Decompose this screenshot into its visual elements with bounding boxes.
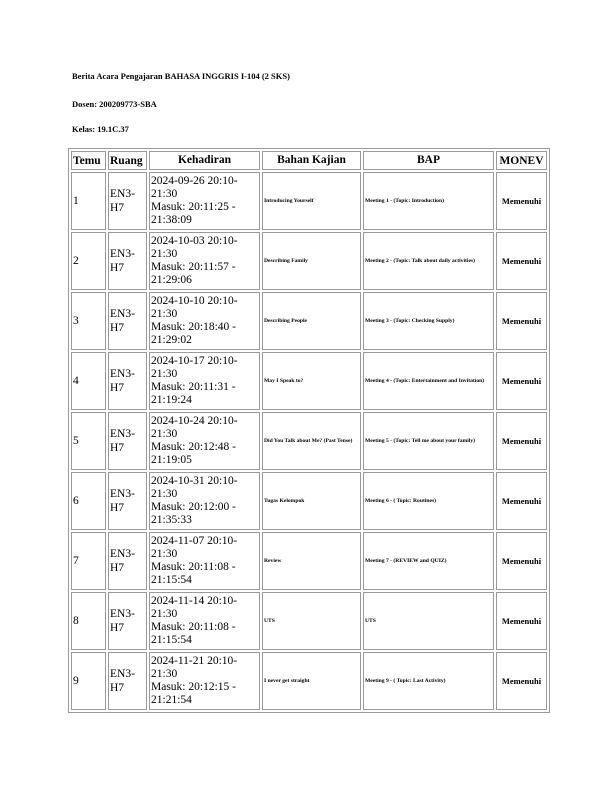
- table-row: [71, 412, 547, 470]
- cell-temu: 3: [71, 292, 106, 350]
- cell-kehadiran: [149, 592, 260, 650]
- cell-monev: Memenuhi: [496, 352, 547, 410]
- schedule-time: 2024-10-17 20:10-21:30: [151, 355, 238, 380]
- table-row: [71, 232, 547, 290]
- cell-ruang: EN3-H7: [108, 292, 147, 350]
- table-row: [71, 592, 547, 650]
- cell-kehadiran: [149, 652, 260, 710]
- schedule-time: 2024-11-07 20:10-21:30: [151, 535, 238, 560]
- check-in-time: Masuk: 20:11:08 - 21:15:54: [151, 561, 236, 586]
- cell-temu: 1: [71, 172, 106, 230]
- cell-kehadiran: [149, 412, 260, 470]
- schedule-time: 2024-11-21 20:10-21:30: [151, 655, 238, 680]
- cell-ruang: EN3-H7: [108, 472, 147, 530]
- class-id: Kelas: 19.1C.37: [72, 124, 129, 134]
- table-row: [71, 472, 547, 530]
- cell-monev: Memenuhi: [496, 292, 547, 350]
- cell-kehadiran: [149, 472, 260, 530]
- cell-bahan-kajian: Tugas Kelompok: [262, 472, 361, 530]
- cell-bahan-kajian: UTS: [262, 592, 361, 650]
- cell-ruang: EN3-H7: [108, 532, 147, 590]
- column-header-bahan-kajian: Bahan Kajian: [262, 151, 361, 170]
- cell-monev: Memenuhi: [496, 472, 547, 530]
- cell-bap: Meeting 7 - (REVIEW and QUIZ): [363, 532, 494, 590]
- cell-kehadiran: [149, 292, 260, 350]
- cell-bap: Meeting 6 - ( Topic: Routines): [363, 472, 494, 530]
- column-header-ruang: Ruang: [108, 151, 147, 170]
- cell-monev: Memenuhi: [496, 232, 547, 290]
- check-in-time: Masuk: 20:12:48 - 21:19:05: [151, 441, 236, 466]
- cell-ruang: EN3-H7: [108, 592, 147, 650]
- check-in-time: Masuk: 20:11:08 - 21:15:54: [151, 621, 236, 646]
- cell-ruang: EN3-H7: [108, 172, 147, 230]
- check-in-time: Masuk: 20:18:40 - 21:29:02: [151, 321, 236, 346]
- cell-bahan-kajian: Describing Family: [262, 232, 361, 290]
- cell-temu: 4: [71, 352, 106, 410]
- schedule-time: 2024-10-03 20:10-21:30: [151, 235, 238, 260]
- cell-bahan-kajian: May I Speak to?: [262, 352, 361, 410]
- cell-bap: Meeting 9 - ( Topic: Last Activity): [363, 652, 494, 710]
- cell-temu: 5: [71, 412, 106, 470]
- cell-temu: 2: [71, 232, 106, 290]
- check-in-time: Masuk: 20:11:57 - 21:29:06: [151, 261, 236, 286]
- table-row: [71, 532, 547, 590]
- table-body: [71, 172, 547, 710]
- cell-monev: Memenuhi: [496, 172, 547, 230]
- cell-kehadiran: [149, 232, 260, 290]
- check-in-time: Masuk: 20:11:31 - 21:19:24: [151, 381, 236, 406]
- column-header-monev: MONEV: [496, 151, 547, 170]
- column-header-kehadiran: Kehadiran: [149, 151, 260, 170]
- schedule-time: 2024-09-26 20:10-21:30: [151, 175, 238, 200]
- table-row: [71, 352, 547, 410]
- cell-bap: Meeting 4 - (Topic: Entertainment and Invitation): [363, 352, 494, 410]
- schedule-time: 2024-11-14 20:10-21:30: [151, 595, 238, 620]
- table-row: [71, 172, 547, 230]
- cell-monev: Memenuhi: [496, 652, 547, 710]
- cell-ruang: EN3-H7: [108, 352, 147, 410]
- cell-bahan-kajian: Describing People: [262, 292, 361, 350]
- table-row: [71, 652, 547, 710]
- attendance-table: [68, 148, 550, 713]
- check-in-time: Masuk: 20:11:25 - 21:38:09: [151, 201, 236, 226]
- cell-ruang: EN3-H7: [108, 232, 147, 290]
- cell-bahan-kajian: Introducing Yourself: [262, 172, 361, 230]
- cell-temu: 7: [71, 532, 106, 590]
- cell-monev: Memenuhi: [496, 592, 547, 650]
- cell-bahan-kajian: Did You Talk about Me? (Past Tense): [262, 412, 361, 470]
- table-header-row: [71, 151, 547, 170]
- check-in-time: Masuk: 20:12:15 - 21:21:54: [151, 681, 236, 706]
- cell-bap: Meeting 1 - (Topic: Introduction): [363, 172, 494, 230]
- column-header-temu: Temu: [71, 151, 106, 170]
- document-title: Berita Acara Pengajaran BAHASA INGGRIS I-104 (2 SKS): [72, 71, 290, 81]
- cell-bap: UTS: [363, 592, 494, 650]
- cell-bap: Meeting 5 - (Topic: Tell me about your family): [363, 412, 494, 470]
- schedule-time: 2024-10-31 20:10-21:30: [151, 475, 238, 500]
- cell-bahan-kajian: I never get straight: [262, 652, 361, 710]
- cell-temu: 9: [71, 652, 106, 710]
- cell-bap: Meeting 3 - (Topic: Checking Supply): [363, 292, 494, 350]
- cell-monev: Memenuhi: [496, 412, 547, 470]
- cell-kehadiran: [149, 352, 260, 410]
- cell-kehadiran: [149, 172, 260, 230]
- cell-kehadiran: [149, 532, 260, 590]
- schedule-time: 2024-10-24 20:10-21:30: [151, 415, 238, 440]
- cell-ruang: EN3-H7: [108, 652, 147, 710]
- check-in-time: Masuk: 20:12:00 - 21:35:33: [151, 501, 236, 526]
- schedule-time: 2024-10-10 20:10-21:30: [151, 295, 238, 320]
- cell-temu: 6: [71, 472, 106, 530]
- lecturer-id: Dosen: 200209773-SBA: [72, 99, 157, 109]
- cell-ruang: EN3-H7: [108, 412, 147, 470]
- cell-bahan-kajian: Review: [262, 532, 361, 590]
- cell-bap: Meeting 2 - (Topic: Talk about daily activities): [363, 232, 494, 290]
- table-row: [71, 292, 547, 350]
- column-header-bap: BAP: [363, 151, 494, 170]
- cell-temu: 8: [71, 592, 106, 650]
- cell-monev: Memenuhi: [496, 532, 547, 590]
